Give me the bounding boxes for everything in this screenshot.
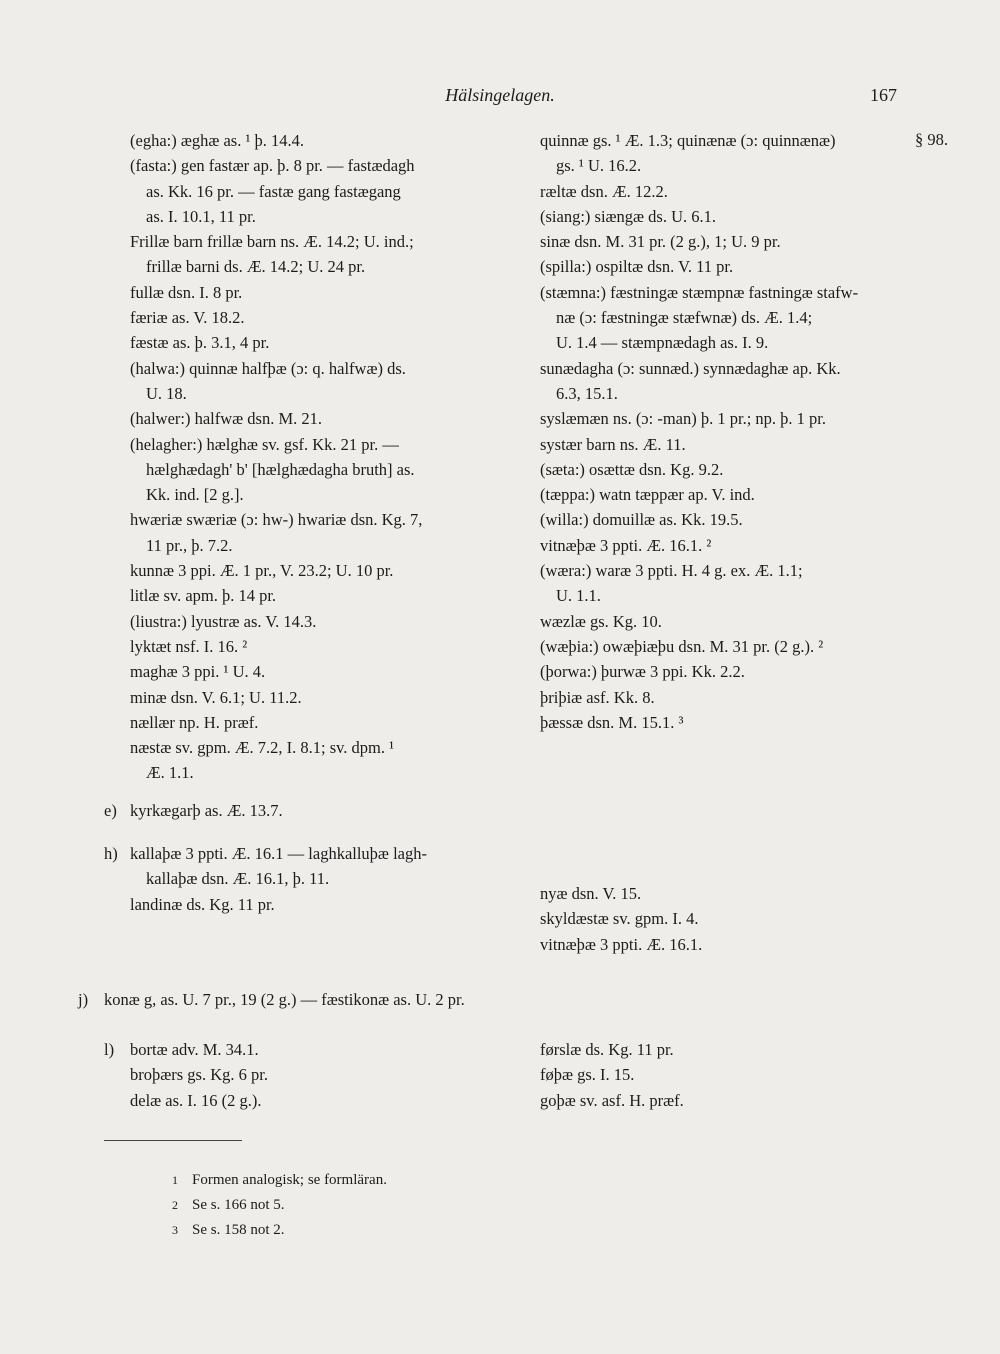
section-label: j)	[78, 990, 89, 1009]
list-item: bortæ adv. M. 34.1.	[130, 1040, 259, 1059]
list-item: (stæmna:) fæstningæ stæmpnæ fastningæ stafw-	[540, 282, 859, 302]
list-item: næstæ sv. gpm. Æ. 7.2, I. 8.1; sv. dpm. ¹	[130, 738, 395, 758]
list-item: nyæ dsn. V. 15.	[540, 884, 642, 903]
section-e	[104, 798, 530, 823]
footnote: 2 Se s. 166 not 5.	[172, 1197, 285, 1213]
list-item: Æ. 1.1.	[146, 763, 194, 783]
list-item: nællær np. H. præf.	[130, 712, 259, 732]
section-l-left	[104, 1037, 530, 1113]
list-item: (helagher:) hælghæ sv. gsf. Kk. 21 pr. —	[130, 434, 399, 454]
list-item	[104, 841, 530, 866]
list-item: delæ as. I. 16 (2 g.).	[130, 1090, 262, 1110]
list-item: (fasta:) gen fastær ap. þ. 8 pr. — fastædagh	[130, 156, 415, 176]
entry-text: kallaþæ 3 ppti. Æ. 16.1 — laghkalluþæ lagh-	[130, 844, 427, 864]
running-header: Hälsingelagen.	[445, 85, 555, 105]
left-entry-list	[130, 128, 530, 786]
list-item: (spilla:) ospiltæ dsn. V. 11 pr.	[540, 257, 734, 277]
list-item: goþæ sv. asf. H. præf.	[540, 1090, 684, 1110]
list-item: (tæppa:) watn tæppær ap. V. ind.	[540, 485, 755, 505]
list-item: litlæ sv. apm. þ. 14 pr.	[130, 586, 277, 606]
list-item: sinæ dsn. M. 31 pr. (2 g.), 1; U. 9 pr.	[540, 232, 781, 252]
list-item: U. 1.4 — stæmpnædagh as. I. 9.	[556, 333, 769, 353]
list-item: fullæ dsn. I. 8 pr.	[130, 282, 243, 302]
list-item: maghæ 3 ppi. ¹ U. 4.	[130, 662, 266, 682]
list-item: næ (ɔ: fæstningæ stæfwnæ) ds. Æ. 1.4;	[556, 308, 813, 328]
list-item: kallaþæ dsn. Æ. 16.1, þ. 11.	[146, 869, 330, 889]
list-item: (siang:) siængæ ds. U. 6.1.	[540, 206, 717, 226]
list-item: systær barn ns. Æ. 11.	[540, 434, 686, 454]
list-item: minæ dsn. V. 6.1; U. 11.2.	[130, 687, 302, 707]
list-item: quinnæ gs. ¹ Æ. 1.3; quinænæ (ɔ: quinnænæ)	[540, 131, 836, 150]
list-item: landinæ ds. Kg. 11 pr.	[130, 894, 275, 914]
section-j	[78, 987, 465, 1012]
list-item: (halwer:) halfwæ dsn. M. 21.	[130, 409, 323, 429]
list-item: føþæ gs. I. 15.	[540, 1065, 635, 1085]
list-item: kunnæ 3 ppi. Æ. 1 pr., V. 23.2; U. 10 pr.	[130, 561, 394, 581]
page-number: 167	[870, 85, 897, 105]
list-item: frillæ barni ds. Æ. 14.2; U. 24 pr.	[146, 257, 366, 277]
list-item: þæssæ dsn. M. 15.1. ³	[540, 712, 684, 732]
list-item: (egha:) æghæ as. ¹ þ. 14.4.	[130, 131, 305, 150]
right-entry-list	[540, 128, 970, 735]
list-item: U. 18.	[146, 383, 187, 403]
left-column	[104, 128, 530, 917]
list-item: (willa:) domuillæ as. Kk. 19.5.	[540, 510, 743, 530]
list-item: fæstæ as. þ. 3.1, 4 pr.	[130, 333, 270, 353]
footnote: 3 Se s. 158 not 2.	[172, 1222, 285, 1238]
list-item: gs. ¹ U. 16.2.	[556, 156, 642, 176]
list-item: skyldæstæ sv. gpm. I. 4.	[540, 909, 699, 929]
list-item: færiæ as. V. 18.2.	[130, 308, 245, 328]
section-label: l)	[104, 1040, 115, 1059]
list-item: þriþiæ asf. Kk. 8.	[540, 687, 655, 707]
list-item: førslæ ds. Kg. 11 pr.	[540, 1040, 674, 1059]
footnote: 1 Formen analogisk; se formläran.	[172, 1172, 387, 1188]
section-h-left	[104, 841, 530, 917]
section-l-right	[540, 1037, 970, 1113]
list-item: U. 1.1.	[556, 586, 601, 606]
list-item: ræltæ dsn. Æ. 12.2.	[540, 181, 668, 201]
footnote-rule	[104, 1140, 242, 1141]
list-item: hælghædagh' b' [hælghædagha bruth] as.	[146, 459, 415, 479]
list-item: syslæmæn ns. (ɔ: -man) þ. 1 pr.; np. þ. 1 pr.	[540, 409, 826, 429]
list-item: Kk. ind. [2 g.].	[146, 485, 244, 505]
list-item: sunædagha (ɔ: sunnæd.) synnædaghæ ap. Kk.	[540, 358, 841, 378]
list-item: kyrkægarþ as. Æ. 13.7.	[130, 800, 283, 820]
list-item: as. I. 10.1, 11 pr.	[146, 206, 256, 226]
list-item: vitnæþæ 3 ppti. Æ. 16.1.	[540, 934, 703, 954]
list-item: (wæþia:) owæþiæþu dsn. M. 31 pr. (2 g.). ²	[540, 636, 824, 656]
list-item: vitnæþæ 3 ppti. Æ. 16.1. ²	[540, 535, 712, 555]
section-h-right	[540, 881, 970, 957]
list-item: broþærs gs. Kg. 6 pr.	[130, 1065, 268, 1085]
list-item: 11 pr., þ. 7.2.	[146, 535, 233, 555]
right-column	[540, 128, 970, 735]
list-item: lyktæt nsf. I. 16. ²	[130, 636, 248, 656]
list-item: wæzlæ gs. Kg. 10.	[540, 611, 662, 631]
list-item: (wæra:) waræ 3 ppti. H. 4 g. ex. Æ. 1.1;	[540, 561, 803, 581]
list-item: (liustra:) lyustræ as. V. 14.3.	[130, 611, 317, 631]
section-label: e)	[104, 800, 117, 820]
list-item: konæ g, as. U. 7 pr., 19 (2 g.) — fæstikonæ as. U. 2 pr.	[104, 990, 465, 1009]
list-item: as. Kk. 16 pr. — fastæ gang fastægang	[146, 181, 401, 201]
list-item: (halwa:) quinnæ halfþæ (ɔ: q. halfwæ) ds.	[130, 358, 406, 378]
section-label: h)	[104, 844, 118, 864]
footnotes	[172, 1168, 387, 1243]
list-item: (þorwa:) þurwæ 3 ppi. Kk. 2.2.	[540, 662, 745, 682]
list-item: (sæta:) osættæ dsn. Kg. 9.2.	[540, 459, 724, 479]
section-number: § 98.	[915, 130, 948, 149]
list-item: Frillæ barn frillæ barn ns. Æ. 14.2; U. ind.;	[130, 232, 414, 252]
list-item: hwæriæ swæriæ (ɔ: hw-) hwariæ dsn. Kg. 7,	[130, 510, 423, 530]
list-item: 6.3, 15.1.	[556, 383, 618, 403]
